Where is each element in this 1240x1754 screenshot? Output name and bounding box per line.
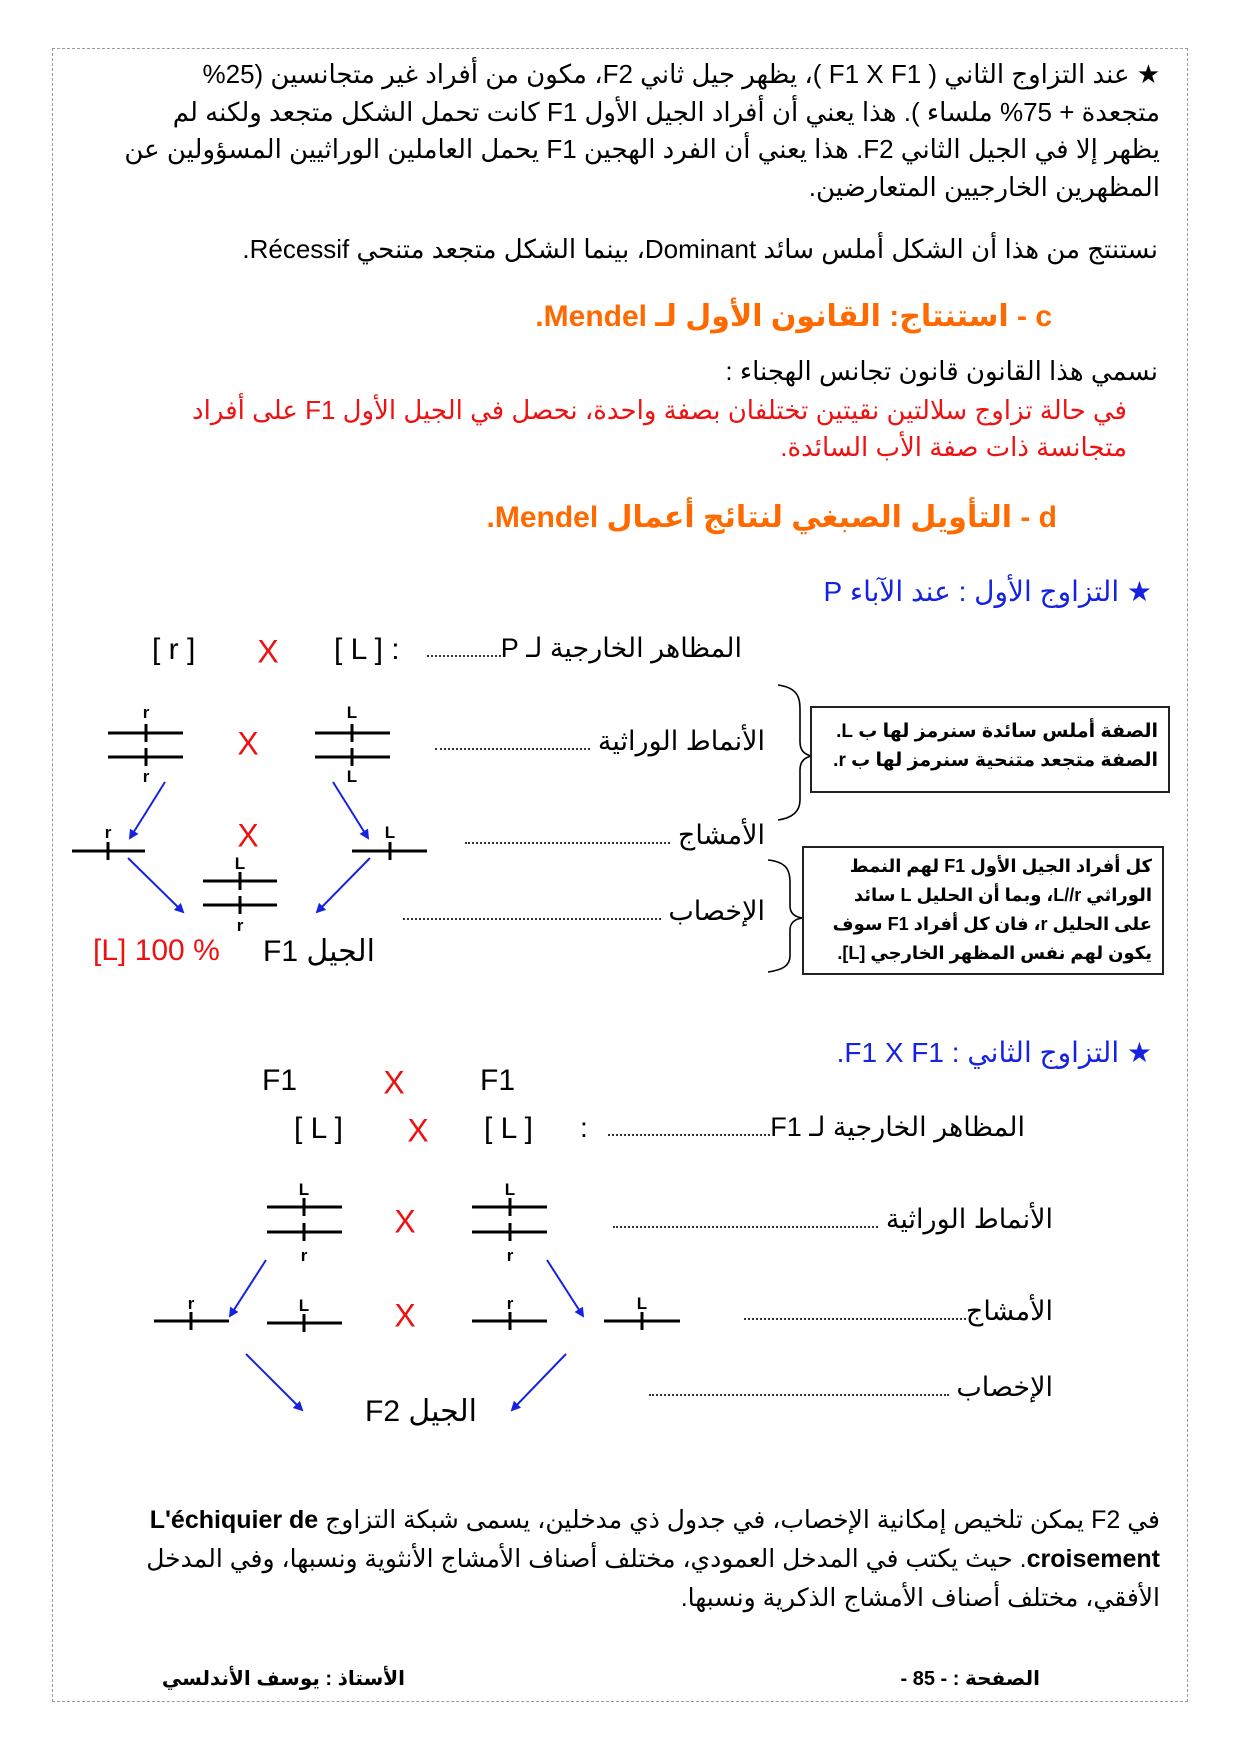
note-line: الصفة متجعد متنحية سنرمز لها ب r. [833, 750, 1158, 771]
cross-sign: X [394, 1203, 416, 1240]
allele-label: L [384, 823, 396, 842]
text-line [88, 1540, 1160, 1579]
dotted-leader [427, 654, 501, 657]
gamete-row [465, 820, 765, 851]
cross-sign: X [237, 817, 259, 854]
text-segment: . حيث يكتب في المدخل العمودي، مختلف أصناف الأمشاج الأنثوية ونسبها، وفي المدخل [146, 1545, 1027, 1573]
note-line: كل أفراد الجيل الأول F1 لهم النمط [849, 856, 1152, 876]
fertilization-label: الإخصاب [668, 896, 765, 926]
allele-label: r [142, 703, 150, 722]
brace-icon [768, 860, 802, 972]
dotted-leader [649, 1393, 949, 1396]
cross-sign: X [257, 633, 279, 670]
footer-author: الأستاذ : يوسف الأندلسي [161, 1668, 405, 1690]
cross-sign: X [394, 1297, 416, 1334]
brace-icon [778, 685, 812, 820]
closing-paragraph [88, 1501, 1160, 1618]
section-d-heading: d - التأويل الصبغي لنتائج أعمال Mendel. [486, 501, 1057, 534]
fertilization-row [403, 896, 765, 927]
phenotype-dominant: [ L ] : [334, 633, 400, 666]
note-line: الصفة أملس سائدة سنرمز لها ب L. [836, 721, 1158, 742]
allele-label: r [187, 1294, 195, 1313]
genotype-row [613, 1204, 1053, 1235]
allele-label: L [346, 767, 358, 786]
law-line: متجانسة ذات صفة الأب السائدة. [780, 432, 1127, 462]
result-percent: [L] 100 % [93, 934, 220, 967]
result-generation: الجيل F2 [365, 1395, 477, 1428]
dotted-leader [613, 1225, 878, 1228]
result-generation: الجيل F1 [263, 935, 375, 968]
allele-label: r [142, 767, 150, 786]
allele-label: L [298, 1296, 310, 1315]
dotted-leader [403, 917, 661, 920]
genotype-row [435, 726, 765, 757]
law-line: في حالة تزاوج سلالتين نقيتين تختلفان بصفة واحدة، نحصل في الجيل الأول F1 على أفراد [192, 395, 1127, 425]
fertilization-label: الإخصاب [956, 1372, 1053, 1402]
parent-label: F1 [262, 1064, 298, 1097]
note-line: الوراثي L//r، وبما أن الحليل L سائد [853, 885, 1152, 905]
dotted-leader [744, 1317, 966, 1320]
text-line: الأفقي، مختلف أصناف الأمشاج الذكرية ونسبها. [680, 1584, 1160, 1612]
text-line [88, 1501, 1160, 1540]
footer-page-number: الصفحة : - 85 - [900, 1668, 1040, 1690]
text-line: المظهرين الخارجيين المتعارضين. [808, 171, 1160, 202]
text-line: يظهر إلا في الجيل الثاني F2. هذا يعني أن الفرد الهجين F1 يحمل العاملين الوراثيين المسؤولين عن [124, 134, 1160, 164]
law-intro: نسمي هذا القانون قانون تجانس الهجناء : [725, 356, 1158, 386]
parent-label: F1 [480, 1064, 516, 1097]
genotype-label: الأنماط الوراثية [597, 726, 765, 756]
allele-label: r [506, 1246, 514, 1265]
allele-label: L [636, 1294, 648, 1313]
phenotype-row [608, 1112, 1025, 1143]
cross-sign: X [383, 1064, 405, 1101]
term-croisement: croisement [1026, 1545, 1160, 1573]
allele-label: L [346, 703, 358, 722]
text-line: ★ عند التزاوج الثاني ( F1 X F1 )، يظهر جيل ثاني F2، مكون من أفراد غير متجانسين (25% [202, 59, 1160, 89]
note-box-traits [810, 706, 1170, 793]
phenotype-recessive: [ r ] [152, 633, 196, 666]
gamete-row [744, 1296, 1053, 1327]
cross1-title: ★ التزاوج الأول : عند الآباء P [823, 576, 1152, 607]
section-c-heading: c - استنتاج: القانون الأول لـ Mendel. [535, 300, 1052, 333]
allele-label: r [104, 823, 112, 842]
allele-label: r [300, 1246, 308, 1265]
phenotype-label: المظاهر الخارجية لـ P [500, 633, 742, 663]
allele-label: r [236, 916, 244, 935]
dotted-leader [435, 747, 590, 750]
phenotype-left: [ L ] [294, 1112, 343, 1145]
fertilization-row [649, 1372, 1053, 1403]
gamete-label: الأمشاج [965, 1296, 1053, 1326]
text-segment: في F2 يمكن تلخيص إمكانية الإخصاب، في جدول ذي مدخلين، يسمى شبكة التزاوج [318, 1506, 1160, 1534]
cross-sign: X [407, 1112, 429, 1149]
genotype-label: الأنماط الوراثية [885, 1204, 1053, 1234]
dotted-leader [465, 841, 670, 844]
phenotype-row [427, 633, 742, 664]
cross-sign: X [237, 725, 259, 762]
note-line: يكون لهم نفس المظهر الخارجي [L]. [837, 943, 1152, 963]
term-echiquier: L'échiquier de [149, 1506, 319, 1534]
colon: : [580, 1112, 588, 1143]
conclusion-text: نستنتج من هذا أن الشكل أملس سائد Dominant، بينما الشكل متجعد متنحي Récessif. [242, 234, 1158, 264]
phenotype-label: المظاهر الخارجية لـ F1 [770, 1112, 1025, 1142]
dotted-leader [608, 1133, 770, 1136]
text-line: متجعدة + 75% ملساء ). هذا يعني أن أفراد الجيل الأول F1 كانت تحمل الشكل متجعد ولكنه لم [172, 96, 1160, 127]
allele-label: L [298, 1180, 310, 1199]
allele-label: L [234, 854, 246, 873]
allele-label: r [506, 1294, 514, 1313]
gamete-label: الأمشاج [677, 820, 765, 850]
cross2-title: ★ التزاوج الثاني : F1 X F1. [836, 1037, 1152, 1068]
phenotype-right: [ L ] [484, 1112, 533, 1145]
allele-label: L [504, 1180, 516, 1199]
note-box-f1 [802, 846, 1164, 975]
note-line: على الحليل r، فان كل أفراد F1 سوف [832, 914, 1152, 934]
